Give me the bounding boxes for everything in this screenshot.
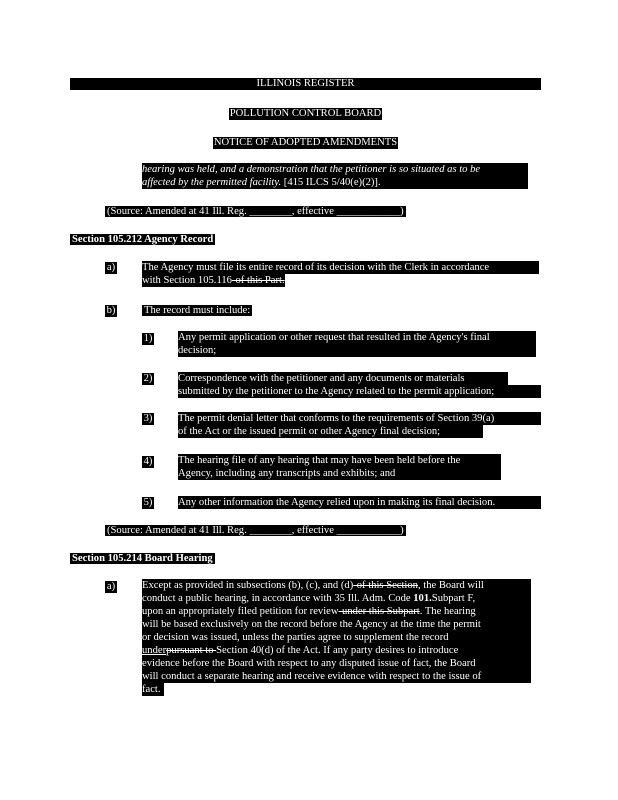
intro-line-2-rest: [415 ILCS 5/40(e)(2)]. [281,177,381,188]
section-214-a-paragraph [142,579,531,696]
source-note-2 [105,525,406,537]
board-title: POLLUTION CONTROL BOARD [229,108,382,119]
section-214-heading-text: Section 105.214 Board Hearing [72,553,213,564]
notice-title: NOTICE OF ADOPTED AMENDMENTS [213,137,398,148]
item-2-line-1: Correspondence with the petitioner and any documents or materials [178,372,508,385]
notice-title-wrap [70,136,541,149]
item-4-label: 4) [143,456,153,467]
section-212-a-line-1: The Agency must file its entire record of its decision with the Clerk in accordance [142,261,539,274]
item-1-paragraph [178,331,536,357]
section-212-a-paragraph [142,261,539,287]
section-214-line-6-strike: pursuant to [166,645,217,656]
section-214-line-5: or decision was issued, unless the parties agree to supplement the record [142,631,531,644]
item-1-line-2: decision; [178,344,536,357]
section-212-b-text-wrap [142,305,252,317]
intro-paragraph [142,163,528,189]
item-5-label: 5) [143,497,153,508]
section-212-a-label: a) [106,262,116,273]
section-214-line-8: will conduct a separate hearing and receive evidence with respect to the issue of [142,670,531,683]
section-214-line-6-under: under [142,645,167,656]
item-1-line-1: Any permit application or other request that resulted in the Agency's final [178,331,536,344]
section-214-line-2-pre: conduct a public hearing, in accordance with 35 Ill. Adm. Code [142,593,414,604]
item-5-line-1: Any other information the Agency relied upon in making its final decision. [178,496,541,509]
section-212-a-line-2-plain: with Section 105.116 [142,275,232,286]
item-4-line-2: Agency, including any transcripts and exhibits; and [178,467,501,480]
source-note-1-text: (Source: Amended at 41 Ill. Reg. ________, effective ____________) [107,206,404,217]
section-212-a-line-2-strike: -of this Part. [231,275,285,286]
section-212-a-line-2 [142,274,285,287]
item-2-paragraph [178,372,541,398]
item-2-line-2: submitted by the petitioner to the Agency related to the permit application; [178,385,541,398]
section-214-line-3-plain: upon an appropriately filed petition for review [142,606,339,617]
section-212-heading-text: Section 105.212 Agency Record [72,234,214,245]
board-title-wrap [70,107,541,120]
section-214-line-3 [142,605,531,618]
section-214-line-1-plain: Except as provided in subsections (b), (c), and (d) [142,580,354,591]
item-1-label: 1) [143,333,153,344]
item-4-line-1: The hearing file of any hearing that may have been held before the [178,454,501,467]
source-note-1 [105,206,406,218]
section-214-line-6 [142,644,531,657]
section-214-line-6-rest: Section 40(d) of the Act. If any party desires to introduce [216,645,459,656]
item-2-label: 2) [143,373,153,384]
section-214-line-1-strike: -of this Section [353,580,418,591]
section-214-line-2-post: Subpart F, [431,593,476,604]
section-212-b-label: b) [106,305,116,316]
register-header [70,78,541,90]
section-214-line-7: evidence before the Board with respect to any disputed issue of fact, the Board [142,657,531,670]
section-214-line-4: will be based exclusively on the record before the Agency at the time the permit [142,618,531,631]
item-5-paragraph [178,496,541,509]
item-4-paragraph [178,454,501,480]
item-3-label: 3) [143,413,153,424]
section-212-b-text: The record must include: [144,305,251,316]
section-214-line-3-rest: . The hearing [419,606,476,617]
item-3-line-2: of the Act or the issued permit or other Agency final decision; [178,425,483,438]
section-214-line-2-bold: 101. [413,593,432,604]
intro-line-2 [142,176,528,189]
source-note-2-text: (Source: Amended at 41 Ill. Reg. ________, effective ____________) [107,525,404,536]
section-214-line-9: fact. [142,683,164,696]
register-title: ILLINOIS REGISTER [256,78,355,89]
section-214-heading [70,553,215,565]
section-214-line-1-rest: , the Board will [417,580,484,591]
section-214-line-1 [142,579,531,592]
item-3-line-1: The permit denial letter that conforms to the requirements of Section 39(a) [178,412,541,425]
section-214-a-label: a) [106,581,116,592]
intro-line-1: hearing was held, and a demonstration that the petitioner is so situated as to be [142,163,528,176]
intro-line-2-italic: affected by the permitted facility. [142,177,282,188]
section-214-line-2 [142,592,531,605]
section-212-heading [70,234,215,246]
section-214-line-3-strike: -under this Subpart [338,606,420,617]
item-3-paragraph [178,412,541,438]
